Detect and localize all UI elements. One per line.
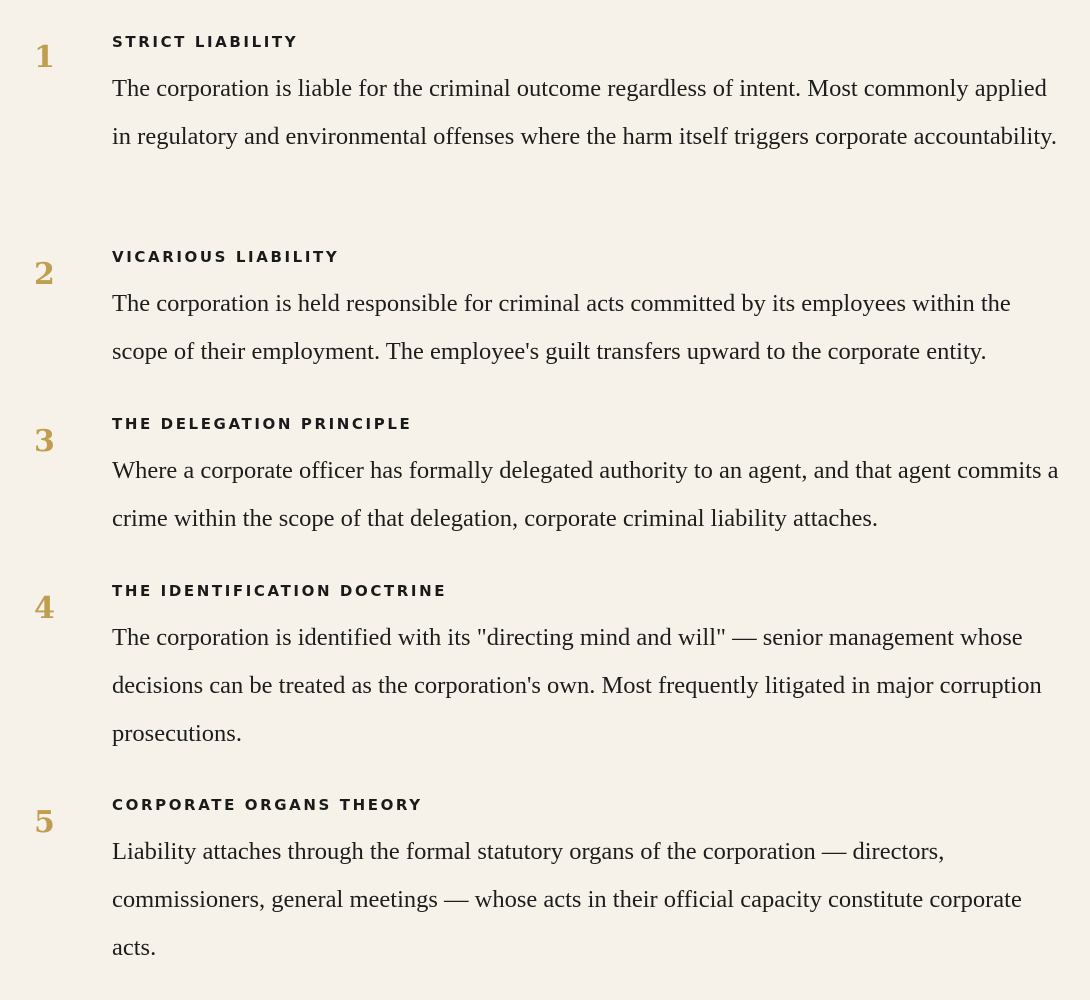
item-number: 5 (34, 805, 55, 840)
item-title: CORPORATE ORGANS THEORY (112, 796, 423, 814)
item-number: 1 (34, 40, 55, 75)
item-description: Where a corporate officer has formally delegated authority to an agent, and that agent commits a crime within the scope of that delegation, corporate criminal liability attaches. (112, 457, 1059, 532)
item-title: THE IDENTIFICATION DOCTRINE (112, 582, 448, 600)
item-description: The corporation is identified with its "directing mind and will" — senior management whose decisions can be treated as the corporation's own. Most frequently litigated in major corruption prosecutions. (112, 624, 1042, 747)
item-title: THE DELEGATION PRINCIPLE (112, 415, 413, 433)
item-title: VICARIOUS LIABILITY (112, 248, 340, 266)
item-title: STRICT LIABILITY (112, 33, 299, 51)
item-number: 3 (34, 424, 55, 459)
item-number: 2 (34, 257, 55, 292)
item-number: 4 (34, 591, 55, 626)
item-description: The corporation is held responsible for criminal acts committed by its employees within the scope of their employment. The employee's guilt transfers upward to the corporate entity. (112, 290, 1011, 365)
item-description: The corporation is liable for the criminal outcome regardless of intent. Most commonly applied in regulatory and environmental offenses where the harm itself triggers corporate accountability. (112, 75, 1057, 150)
item-description: Liability attaches through the formal statutory organs of the corporation — directors, commissioners, general meetings — whose acts in their official capacity constitute corporate acts. (112, 838, 1022, 961)
